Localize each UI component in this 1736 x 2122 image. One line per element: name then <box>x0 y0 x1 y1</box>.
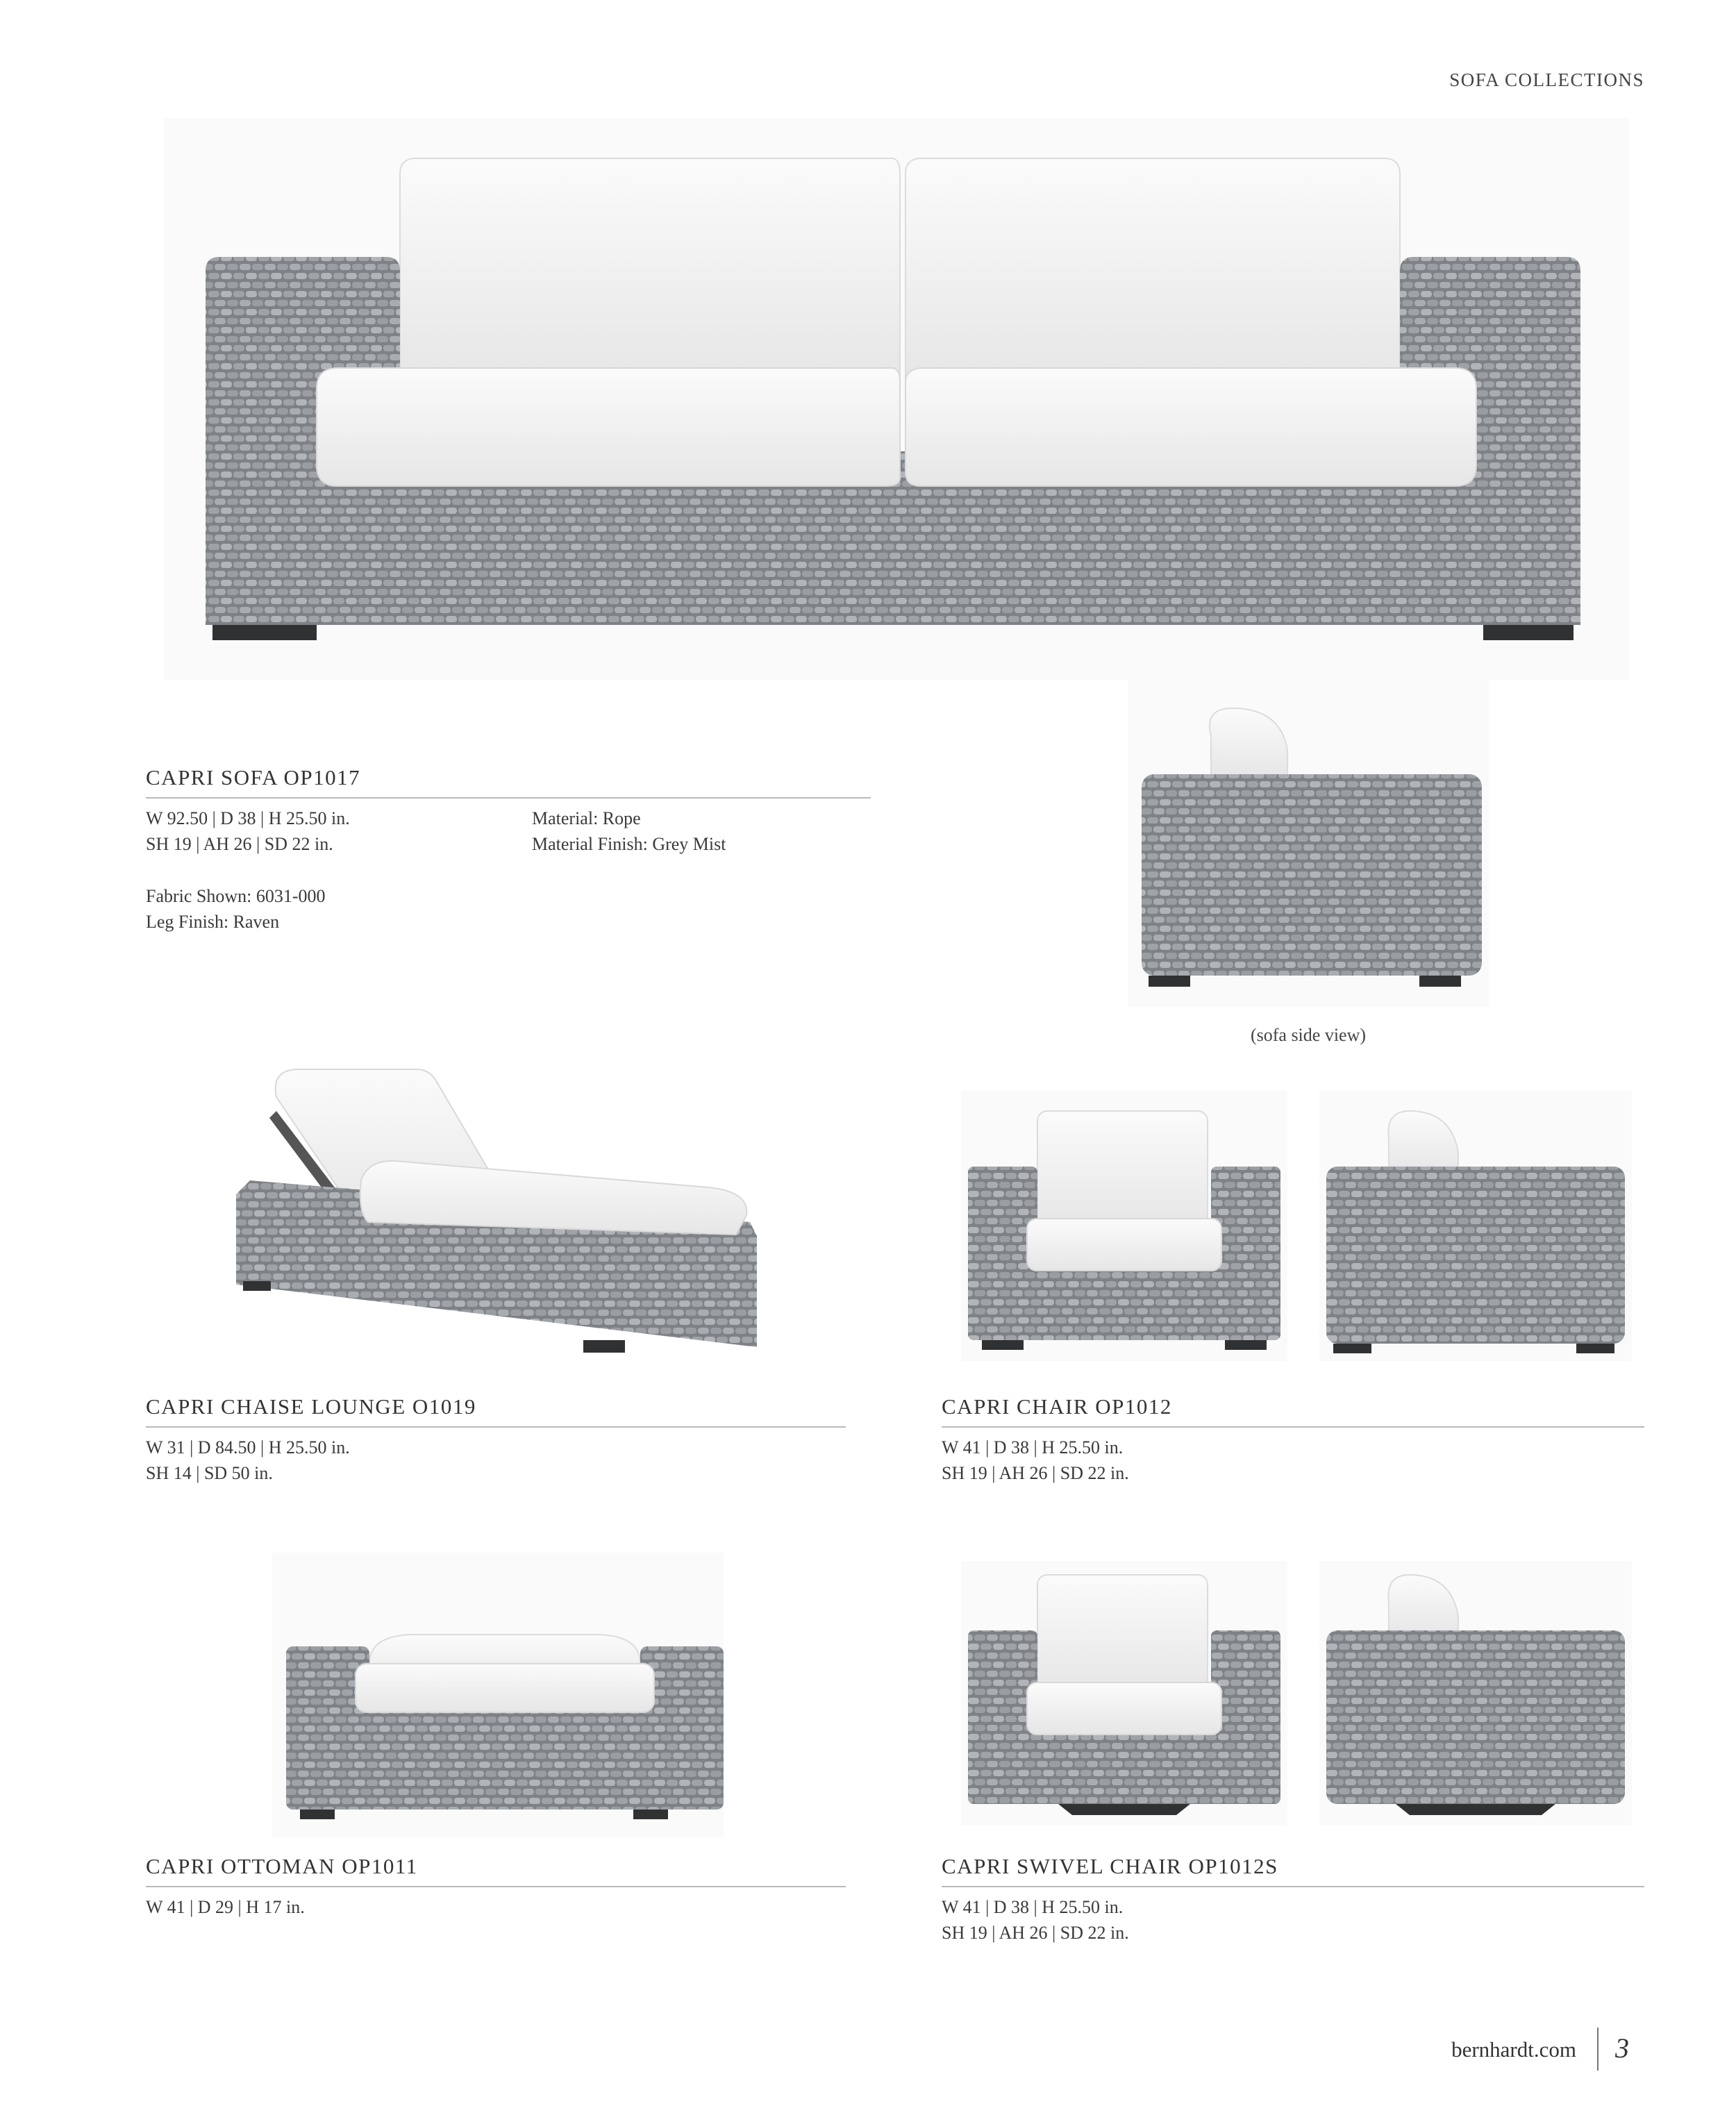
sofa-fabric: Fabric Shown: 6031-000 <box>146 886 326 906</box>
chair-front-image <box>961 1090 1287 1361</box>
page-number: 3 <box>1615 2032 1629 2064</box>
ottoman-title-rule <box>146 1886 846 1887</box>
chair-dims-1: W 41 | D 38 | H 25.50 in. <box>942 1437 1124 1457</box>
footer-url[interactable]: bernhardt.com <box>1451 2037 1576 2062</box>
sofa-side-image <box>1128 680 1489 1007</box>
ottoman-image <box>272 1553 724 1837</box>
chair-title: CAPRI CHAIR OP1012 <box>942 1394 1172 1419</box>
chaise-title: CAPRI CHAISE LOUNGE O1019 <box>146 1394 476 1419</box>
sofa-leg-finish: Leg Finish: Raven <box>146 912 280 932</box>
chaise-image <box>222 1055 778 1375</box>
sofa-title: CAPRI SOFA OP1017 <box>146 765 361 790</box>
sofa-dims-2: SH 19 | AH 26 | SD 22 in. <box>146 834 333 854</box>
ottoman-title: CAPRI OTTOMAN OP1011 <box>146 1854 418 1878</box>
section-header: SOFA COLLECTIONS <box>1449 69 1644 90</box>
sofa-dims-1: W 92.50 | D 38 | H 25.50 in. <box>146 808 350 828</box>
swivel-dims-2: SH 19 | AH 26 | SD 22 in. <box>942 1923 1129 1943</box>
footer-divider <box>1597 2028 1599 2071</box>
chair-title-rule <box>942 1426 1644 1428</box>
chaise-dims-2: SH 14 | SD 50 in. <box>146 1463 273 1483</box>
swivel-side-image <box>1319 1561 1632 1825</box>
chaise-dims-1: W 31 | D 84.50 | H 25.50 in. <box>146 1437 350 1457</box>
chair-dims-2: SH 19 | AH 26 | SD 22 in. <box>942 1463 1129 1483</box>
sofa-material-finish: Material Finish: Grey Mist <box>532 834 726 854</box>
swivel-title: CAPRI SWIVEL CHAIR OP1012S <box>942 1854 1278 1878</box>
swivel-dims-1: W 41 | D 38 | H 25.50 in. <box>942 1897 1124 1917</box>
chaise-title-rule <box>146 1426 846 1428</box>
sofa-side-caption: (sofa side view) <box>1250 1025 1367 1045</box>
sofa-material: Material: Rope <box>532 808 641 828</box>
sofa-title-rule <box>146 797 871 799</box>
sofa-front-image <box>164 118 1629 680</box>
swivel-front-image <box>961 1561 1287 1825</box>
ottoman-dims-1: W 41 | D 29 | H 17 in. <box>146 1897 305 1917</box>
chair-side-image <box>1319 1090 1632 1361</box>
swivel-title-rule <box>942 1886 1644 1887</box>
